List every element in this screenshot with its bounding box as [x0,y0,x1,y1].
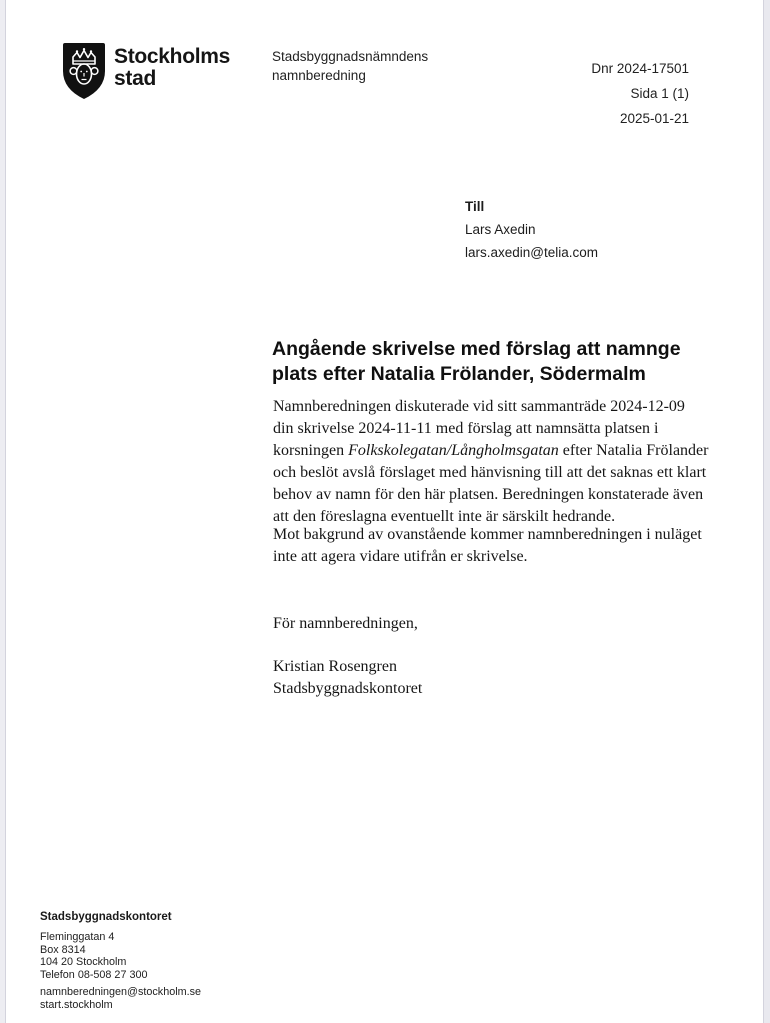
logo-wordmark-line1: Stockholms [114,45,231,68]
page-edge-left [0,0,6,1023]
signature-block [273,656,422,700]
city-logo [62,42,230,100]
org-unit-line1: Stadsbyggnadsnämndens [272,49,429,64]
org-unit [272,47,428,85]
recipient-block [465,195,598,264]
closing-line: För namnberedningen, [273,615,418,632]
letter-title: Angående skrivelse med förslag att namnge plats efter Natalia Frölander, Södermalm [272,338,681,385]
recipient-label: Till [465,199,485,214]
recipient-name: Lars Axedin [465,222,536,237]
doc-meta [591,62,689,137]
signer-name: Kristian Rosengren [273,658,397,675]
page-edge-right [763,0,770,1023]
footer-address: Fleminggatan 4 Box 8314 104 20 Stockholm Telefon 08-508 27 300 [40,931,148,982]
logo-wordmark-line2: stad [114,67,156,90]
logo-wordmark [114,46,230,90]
org-unit-line2: namnberedning [272,68,366,83]
doc-date: 2025-01-21 [619,111,689,126]
footer-contact: namnberedningen@stockholm.se start.stockholm [40,986,202,1011]
page-number: Sida 1 (1) [630,86,689,101]
paragraph-2: Mot bakgrund av ovanstående kommer namnberedningen i nuläget inte att agera vidare utifrån er skrivelse. [273,526,702,565]
footer-org: Stadsbyggnadskontoret [40,911,172,923]
recipient-email: lars.axedin@telia.com [465,245,599,260]
signer-org: Stadsbyggnadskontoret [273,680,423,697]
doc-number: Dnr 2024-17501 [591,61,689,76]
city-seal-icon [62,42,106,100]
paragraph-1: Namnberedningen diskuterade vid sitt sammanträde 2024-12-09 din skrivelse 2024-11-11 med förslag att namnsätta platsen i korsningen Folkskolegatan/Långholmsgatan efter Natalia Frölander och beslöt avslå förslaget med hänvisning till att det saknas ett klart behov av namn för den här platsen. Beredningen konstaterade även att den föreslagna eventuellt inte är särskilt hedrande. [273,398,709,525]
